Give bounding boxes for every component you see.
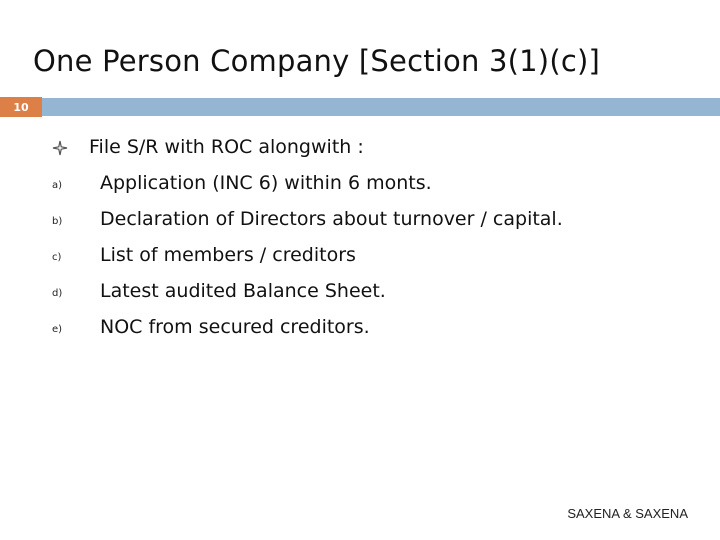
list-marker: c) — [52, 252, 62, 263]
list-item — [0, 204, 720, 238]
list-item-text: List of members / creditors — [100, 244, 356, 266]
list-marker: d) — [52, 288, 63, 299]
list-item — [0, 312, 720, 346]
slide-title: One Person Company [Section 3(1)(c)] — [33, 44, 601, 78]
four-point-star-icon — [52, 140, 68, 156]
title-rule-bar — [42, 98, 720, 116]
list-item-text: NOC from secured creditors. — [100, 316, 370, 338]
bullet-text: File S/R with ROC alongwith : — [89, 136, 364, 158]
list-marker: e) — [52, 324, 63, 335]
bullet-item — [0, 132, 720, 166]
list-item-text: Latest audited Balance Sheet. — [100, 280, 386, 302]
list-item — [0, 276, 720, 310]
list-item — [0, 240, 720, 274]
footer-credit: SAXENA & SAXENA — [567, 506, 688, 521]
slide-number: 10 — [0, 97, 42, 117]
list-item-text: Declaration of Directors about turnover / capital. — [100, 208, 563, 230]
list-marker: a) — [52, 180, 63, 191]
list-item-text: Application (INC 6) within 6 monts. — [100, 172, 432, 194]
list-item — [0, 168, 720, 202]
list-marker: b) — [52, 216, 63, 227]
